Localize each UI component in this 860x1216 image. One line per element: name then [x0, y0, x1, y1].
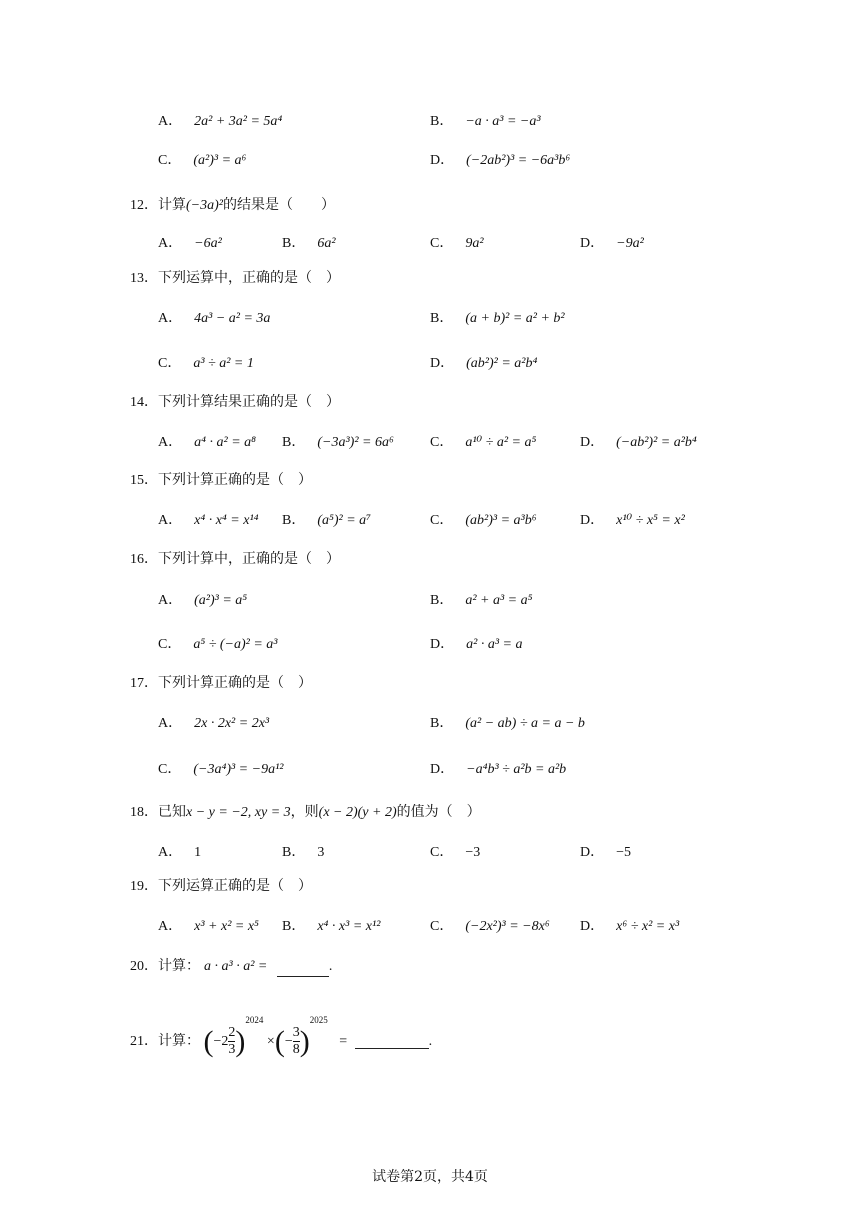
stem-text: 下列运算中，正确的是（ ）: [158, 271, 340, 286]
option-label: C．: [430, 919, 454, 934]
question-20: [130, 957, 332, 977]
fraction-denominator: 8: [292, 1042, 300, 1058]
times-sign: ×: [266, 1033, 275, 1049]
q13-option-c[interactable]: [158, 354, 254, 374]
option-expression: 3: [317, 845, 325, 860]
fraction-numerator: 2: [228, 1025, 236, 1041]
q17-option-a[interactable]: [158, 714, 269, 734]
question-number: 14．: [130, 395, 158, 410]
q12-option-a[interactable]: [158, 234, 222, 254]
stem-text: 下列计算结果正确的是（ ）: [158, 395, 340, 410]
stem-text: 计算: [158, 198, 186, 213]
q12-option-c[interactable]: [430, 234, 484, 254]
q13-option-a[interactable]: [158, 309, 270, 329]
option-expression: x⁴ · x⁴ = x¹⁴: [194, 513, 259, 528]
question-14-stem: [130, 393, 340, 413]
option-expression: a¹⁰ ÷ a² = a⁵: [465, 435, 537, 450]
end-mark: .: [328, 959, 333, 974]
q18-option-d[interactable]: [580, 843, 631, 863]
end-mark: .: [428, 1033, 433, 1049]
question-15-stem: [130, 471, 312, 491]
stem-math: x − y = −2, xy = 3: [186, 805, 291, 820]
stem-text: 计算：: [158, 1034, 200, 1049]
question-number: 21．: [130, 1034, 158, 1049]
fraction-2: [293, 1025, 300, 1058]
option-label: D．: [430, 762, 455, 777]
option-label: B．: [282, 919, 306, 934]
option-label: D．: [580, 513, 605, 528]
option-expression: 1: [194, 845, 202, 860]
q17-option-b[interactable]: [430, 714, 585, 734]
option-expression: x¹⁰ ÷ x⁵ = x²: [616, 513, 685, 528]
question-number: 13．: [130, 271, 158, 286]
left-paren: (: [203, 1024, 214, 1058]
option-expression: (a²)³ = a⁵: [194, 593, 248, 608]
option-expression: −9a²: [616, 236, 644, 251]
q11-option-a[interactable]: [158, 112, 282, 132]
option-expression: 2a² + 3a² = 5a⁴: [194, 114, 283, 129]
option-label: B．: [282, 845, 306, 860]
option-expression: (a⁵)² = a⁷: [317, 513, 372, 528]
q16-option-a[interactable]: [158, 591, 247, 611]
fraction-numerator: 3: [292, 1025, 300, 1041]
option-expression: a² + a³ = a⁵: [465, 593, 533, 608]
option-expression: (a²)³ = a⁶: [193, 153, 247, 168]
option-label: C．: [430, 435, 454, 450]
option-label: A．: [158, 114, 183, 129]
option-expression: (−2x²)³ = −8x⁶: [465, 919, 550, 934]
q17-option-d[interactable]: [430, 760, 566, 780]
q14-option-c[interactable]: [430, 433, 536, 453]
option-label: B．: [282, 236, 306, 251]
option-expression: x⁴ · x³ = x¹²: [317, 919, 381, 934]
option-label: D．: [430, 153, 455, 168]
option-label: D．: [580, 845, 605, 860]
question-number: 19．: [130, 879, 158, 894]
q19-option-d[interactable]: [580, 917, 679, 937]
option-expression: −6a²: [194, 236, 222, 251]
right-paren: ): [235, 1024, 246, 1058]
option-expression: (a + b)² = a² + b²: [465, 311, 565, 326]
option-label: D．: [580, 919, 605, 934]
option-label: A．: [158, 311, 183, 326]
option-expression: 2x · 2x² = 2x³: [194, 716, 270, 731]
question-13-stem: [130, 269, 340, 289]
q14-option-b[interactable]: [282, 433, 394, 453]
page-footer: 试卷第2页，共4页: [372, 1169, 488, 1185]
option-expression: (ab²)² = a²b⁴: [466, 356, 538, 371]
option-expression: 4a³ − a² = 3a: [194, 311, 271, 326]
question-number: 18．: [130, 805, 158, 820]
option-label: A．: [158, 919, 183, 934]
equals-sign: =: [339, 1033, 348, 1049]
question-number: 20．: [130, 959, 158, 974]
option-label: D．: [430, 356, 455, 371]
option-label: A．: [158, 513, 183, 528]
option-label: C．: [158, 762, 182, 777]
question-number: 17．: [130, 676, 158, 691]
option-label: B．: [430, 593, 454, 608]
question-21: [130, 1000, 432, 1062]
stem-text: 下列计算中，正确的是（ ）: [158, 552, 340, 567]
question-19-stem: [130, 877, 312, 897]
q18-option-b[interactable]: [282, 843, 324, 863]
option-label: A．: [158, 435, 183, 450]
question-18-stem: [130, 803, 481, 823]
option-label: B．: [282, 435, 306, 450]
stem-math: (−3a)²: [186, 198, 223, 213]
stem-text: 的结果是（ ）: [222, 198, 335, 213]
option-expression: a³ ÷ a² = 1: [193, 356, 254, 371]
q14-option-a[interactable]: [158, 433, 256, 453]
q16-option-d[interactable]: [430, 635, 522, 655]
option-expression: (−3a⁴)³ = −9a¹²: [193, 762, 284, 777]
option-expression: 6a²: [317, 236, 336, 251]
whole-part: −2: [213, 1033, 229, 1049]
option-expression: a⁴ · a² = a⁸: [194, 435, 257, 450]
q12-option-b[interactable]: [282, 234, 336, 254]
option-label: D．: [580, 435, 605, 450]
exponent-1: 2024: [245, 1015, 264, 1025]
q11-option-d[interactable]: [430, 151, 570, 171]
minus-sign: −: [284, 1033, 293, 1049]
option-label: C．: [430, 236, 454, 251]
option-expression: (ab²)³ = a³b⁶: [465, 513, 537, 528]
q19-option-a[interactable]: [158, 917, 259, 937]
option-label: A．: [158, 716, 183, 731]
q19-option-b[interactable]: [282, 917, 380, 937]
q15-option-d[interactable]: [580, 511, 685, 531]
fill-expression: a · a³ · a² =: [204, 959, 268, 974]
fraction-denominator: 3: [228, 1042, 236, 1058]
option-expression: (−3a³)² = 6a⁶: [317, 435, 394, 450]
option-expression: −a · a³ = −a³: [465, 114, 541, 129]
right-paren: ): [299, 1024, 310, 1058]
question-number: 12．: [130, 198, 158, 213]
option-expression: x³ + x² = x⁵: [194, 919, 259, 934]
stem-math: (x − 2)(y + 2): [318, 805, 397, 820]
answer-blank[interactable]: [277, 962, 329, 977]
q17-option-c[interactable]: [158, 760, 283, 780]
stem-text: 下列运算正确的是（ ）: [158, 879, 312, 894]
option-expression: (−ab²)² = a²b⁴: [616, 435, 697, 450]
q11-option-b[interactable]: [430, 112, 541, 132]
option-label: C．: [158, 153, 182, 168]
q16-option-c[interactable]: [158, 635, 278, 655]
stem-text: 已知: [158, 805, 186, 820]
stem-text: 的值为（ ）: [396, 805, 481, 820]
q11-option-c[interactable]: [158, 151, 246, 171]
q19-option-c[interactable]: [430, 917, 550, 937]
q18-option-c[interactable]: [430, 843, 480, 863]
option-label: A．: [158, 236, 183, 251]
q15-option-c[interactable]: [430, 511, 537, 531]
option-expression: (−2ab²)³ = −6a³b⁶: [466, 153, 571, 168]
stem-text: 下列计算正确的是（ ）: [158, 473, 312, 488]
option-expression: x⁶ ÷ x² = x³: [616, 919, 680, 934]
q13-option-d[interactable]: [430, 354, 537, 374]
left-paren: (: [274, 1024, 285, 1058]
option-expression: −3: [465, 845, 481, 860]
q14-option-d[interactable]: [580, 433, 697, 453]
stem-text: 下列计算正确的是（ ）: [158, 676, 312, 691]
option-label: D．: [430, 637, 455, 652]
exponent-2: 2025: [309, 1015, 328, 1025]
question-number: 15．: [130, 473, 158, 488]
question-12-stem: [130, 196, 335, 216]
option-label: C．: [430, 845, 454, 860]
option-label: B．: [430, 716, 454, 731]
q12-option-d[interactable]: [580, 234, 644, 254]
option-expression: a⁵ ÷ (−a)² = a³: [193, 637, 278, 652]
q15-option-b[interactable]: [282, 511, 371, 531]
option-expression: 9a²: [465, 236, 484, 251]
option-expression: (a² − ab) ÷ a = a − b: [465, 716, 585, 731]
option-label: B．: [282, 513, 306, 528]
option-label: A．: [158, 845, 183, 860]
q15-option-a[interactable]: [158, 511, 259, 531]
option-expression: a² · a³ = a: [466, 637, 523, 652]
option-label: A．: [158, 593, 183, 608]
answer-blank[interactable]: [355, 1034, 429, 1049]
option-expression: −a⁴b³ ÷ a²b = a²b: [466, 762, 567, 777]
option-label: B．: [430, 311, 454, 326]
option-label: C．: [430, 513, 454, 528]
q16-option-b[interactable]: [430, 591, 533, 611]
stem-text: 计算：: [158, 959, 200, 974]
question-16-stem: [130, 550, 340, 570]
option-label: B．: [430, 114, 454, 129]
option-label: D．: [580, 236, 605, 251]
q13-option-b[interactable]: [430, 309, 565, 329]
option-expression: −5: [616, 845, 632, 860]
option-label: C．: [158, 637, 182, 652]
stem-text: ，则: [290, 805, 319, 820]
question-number: 16．: [130, 552, 158, 567]
option-label: C．: [158, 356, 182, 371]
question-17-stem: [130, 674, 312, 694]
q18-option-a[interactable]: [158, 843, 201, 863]
